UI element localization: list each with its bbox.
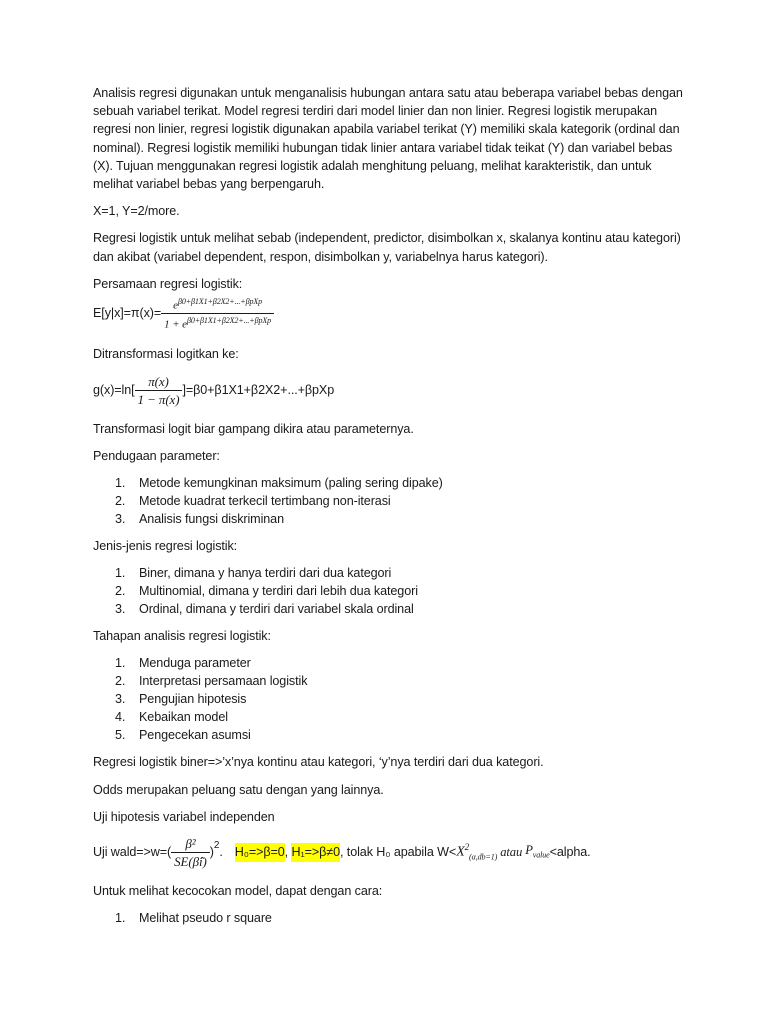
chi-square: $X^2_{(\alpha,db=1)}$: [456, 842, 498, 862]
eq2-lhs: g(x)=ln[: [93, 382, 135, 397]
eq2-rhs: ]=β0+β1X1+β2X2+...+βpXp: [182, 382, 335, 397]
wald-rest-1: , tolak H₀ apabila W<: [340, 845, 457, 860]
tahapan-list: [93, 654, 683, 744]
uji-heading: Uji hipotesis variabel independen: [93, 809, 275, 824]
h1-highlight: H₁=>β≠0: [291, 843, 340, 861]
wald-fraction: [171, 835, 210, 870]
list-item: 5. Pengecekan asumsi: [115, 728, 251, 743]
wald-close: ): [209, 845, 214, 860]
list-item: 2. Multinomial, dimana y terdiri dari lebih dua kategori: [115, 584, 418, 599]
list-item: 1. Metode kemungkinan maksimum (paling sering dipake): [115, 475, 443, 490]
intro-paragraph: Analisis regresi digunakan untuk menganalisis hubungan antara satu atau beberapa variabel bebas dengan sebuah variabel terikat. Model regresi terdiri dari model linier dan non linier. Regresi logistik merupakan regresi non linier, regresi logistik digunakan apabila variabel terikat (Y) memiliki skala kategorik (ordinal dan nominal). Regresi logistik memiliki hubungan tidak linier antara variabel tidak teikat (Y) dan variabel bebas (X). Tujuan menggunakan regresi logistik adalah menghitung peluang, melihat karakteristik, dan untuk melihat variabel bebas yang berpengaruh.: [93, 86, 683, 192]
jenis-heading: Jenis-jenis regresi logistik:: [93, 538, 238, 553]
kecocokan-heading: Untuk melihat kecocokan model, dapat dengan cara:: [93, 883, 383, 898]
list-item: 2. Interpretasi persamaan logistik: [115, 674, 308, 689]
xy-paragraph: X=1, Y=2/more.: [93, 204, 180, 219]
tahapan-heading: Tahapan analisis regresi logistik:: [93, 629, 271, 644]
list-item: 1. Menduga parameter: [115, 656, 251, 671]
wald-dot: .: [219, 845, 223, 860]
eq2-denominator: 1 − π(x): [135, 390, 183, 408]
wald-denominator: SE(β̂i): [171, 852, 210, 870]
wald-exponent: 2: [213, 840, 220, 852]
sebab-paragraph: Regresi logistik untuk melihat sebab (independent, predictor, disimbolkan x, skalanya kontinu atau kategori) dan akibat (variabel dependent, respon, disimbolkan y, variabelnya harus kategori).: [93, 231, 681, 264]
odds-paragraph: Odds merupakan peluang satu dengan yang lainnya.: [93, 782, 384, 797]
wald-equation: [93, 835, 683, 870]
pendugaan-heading: Pendugaan parameter:: [93, 448, 220, 463]
eq1-fraction: [161, 295, 274, 331]
transformasi-text: Transformasi logit biar gampang dikira atau parameternya.: [93, 421, 414, 436]
logit-equation: [93, 373, 683, 408]
jenis-list: [93, 564, 683, 618]
pendugaan-list: [93, 474, 683, 528]
eq1-numerator: $e^{\beta 0+\beta 1X1+\beta 2X2+...+\beta pXp}$: [173, 297, 263, 312]
list-item: 3. Analisis fungsi diskriminan: [115, 511, 284, 526]
logistic-equation: [93, 295, 683, 331]
eq1-denominator: $1 + e^{\beta 0+\beta 1X1+\beta 2X2+...+\beta pXp}$: [161, 313, 274, 332]
wald-lhs: Uji wald=>w=(: [93, 845, 172, 860]
atau-word: atau: [500, 845, 523, 860]
kecocokan-list: [93, 909, 683, 927]
eq1-lhs: E[y|x]=π(x)=: [93, 306, 162, 321]
list-item: 1. Melihat pseudo r square: [115, 911, 272, 926]
wald-numerator: β²: [185, 835, 196, 851]
wald-rest-2: <alpha.: [549, 845, 591, 860]
ditransformasi-text: Ditransformasi logitkan ke:: [93, 347, 239, 362]
h0-highlight: H₀=>β=0: [235, 843, 285, 861]
p-value: $P_{value}$: [525, 842, 550, 860]
list-item: 1. Biner, dimana y hanya terdiri dari dua kategori: [115, 566, 392, 581]
eq2-numerator: π(x): [148, 373, 169, 389]
list-item: 2. Metode kuadrat terkecil tertimbang non-iterasi: [115, 493, 391, 508]
list-item: 3. Ordinal, dimana y terdiri dari variabel skala ordinal: [115, 602, 414, 617]
document-body: [93, 84, 683, 936]
persamaan-heading: Persamaan regresi logistik:: [93, 276, 243, 291]
list-item: 3. Pengujian hipotesis: [115, 692, 247, 707]
biner-paragraph: Regresi logistik biner=>’x’nya kontinu atau kategori, ‘y’nya terdiri dari dua kategori.: [93, 755, 544, 770]
eq2-fraction: [135, 373, 183, 408]
list-item: 4. Kebaikan model: [115, 710, 228, 725]
comma-separator: ,: [284, 845, 292, 860]
